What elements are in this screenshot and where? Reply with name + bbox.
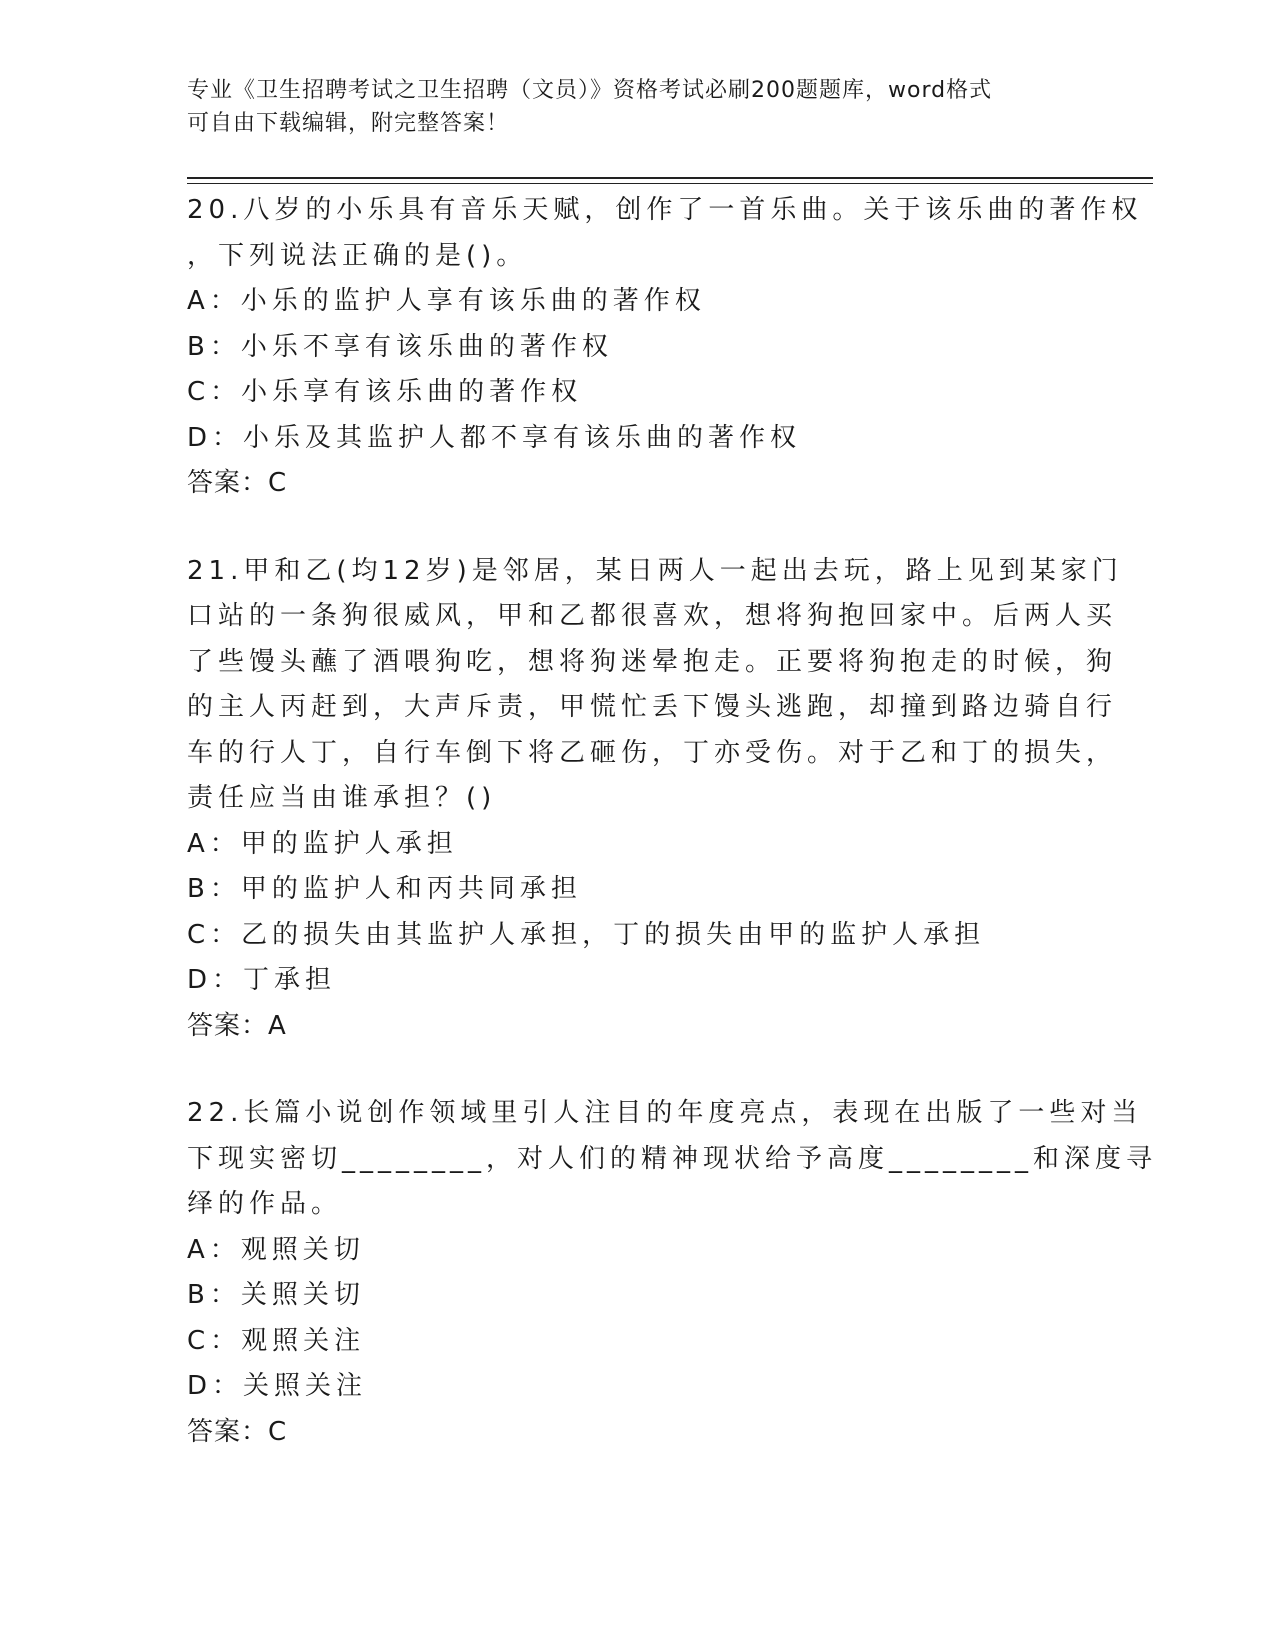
question-text-line: 下现实密切________，对人们的精神现状给予高度________和深度寻: [187, 1143, 1158, 1174]
option-d: D：小乐及其监护人都不享有该乐曲的著作权: [187, 422, 802, 453]
answer: 答案：C: [187, 468, 288, 498]
option-c: C：乙的损失由其监护人承担，丁的损失由甲的监护人承担: [187, 919, 986, 950]
option-b: B：甲的监护人和丙共同承担: [187, 874, 582, 904]
option-c: C：观照关注: [187, 1325, 366, 1356]
question-text-line: ，下列说法正确的是()。: [187, 240, 528, 271]
option-d: D：丁承担: [187, 965, 337, 995]
option-b: B：关照关切: [187, 1280, 365, 1310]
question-22: [187, 1091, 1158, 1455]
question-text-line: 责任应当由谁承担？(): [187, 783, 497, 813]
question-21: [187, 549, 1123, 1050]
header-line-1: 专业《卫生招聘考试之卫生招聘（文员）》资格考试必刷200题题库，word格式: [187, 78, 993, 103]
header-divider-thick: [187, 177, 1153, 179]
option-a: A：小乐的监护人享有该乐曲的著作权: [187, 286, 706, 316]
header-line-2: 可自由下载编辑，附完整答案！: [187, 111, 510, 136]
option-b: B：小乐不享有该乐曲的著作权: [187, 331, 613, 362]
option-d: D：关照关注: [187, 1371, 368, 1401]
question-text-line: 口站的一条狗很威风，甲和乙都很喜欢，想将狗抱回家中。后两人买: [187, 601, 1118, 631]
option-a: A：观照关切: [187, 1234, 365, 1265]
question-text-line: 绎的作品。: [187, 1189, 343, 1219]
question-text-line: 20.八岁的小乐具有音乐天赋，创作了一首乐曲。关于该乐曲的著作权: [187, 195, 1143, 225]
answer: 答案：A: [187, 1010, 287, 1041]
document-header: [187, 74, 1067, 140]
option-c: C：小乐享有该乐曲的著作权: [187, 377, 583, 407]
question-20: [187, 188, 1143, 507]
question-text-line: 了些馒头蘸了酒喂狗吃，想将狗迷晕抱走。正要将狗抱走的时候，狗: [187, 646, 1118, 677]
option-a: A：甲的监护人承担: [187, 828, 458, 859]
question-text-line: 21.甲和乙(均12岁)是邻居，某日两人一起出去玩，路上见到某家门: [187, 555, 1123, 586]
answer: 答案：C: [187, 1416, 288, 1447]
header-divider-thin: [187, 183, 1153, 184]
question-text-line: 车的行人丁，自行车倒下将乙砸伤，丁亦受伤。对于乙和丁的损失，: [187, 737, 1118, 768]
question-text-line: 22.长篇小说创作领域里引人注目的年度亮点，表现在出版了一些对当: [187, 1098, 1143, 1128]
question-list: [187, 188, 1158, 1497]
question-text-line: 的主人丙赶到，大声斥责，甲慌忙丢下馒头逃跑，却撞到路边骑自行: [187, 692, 1118, 722]
